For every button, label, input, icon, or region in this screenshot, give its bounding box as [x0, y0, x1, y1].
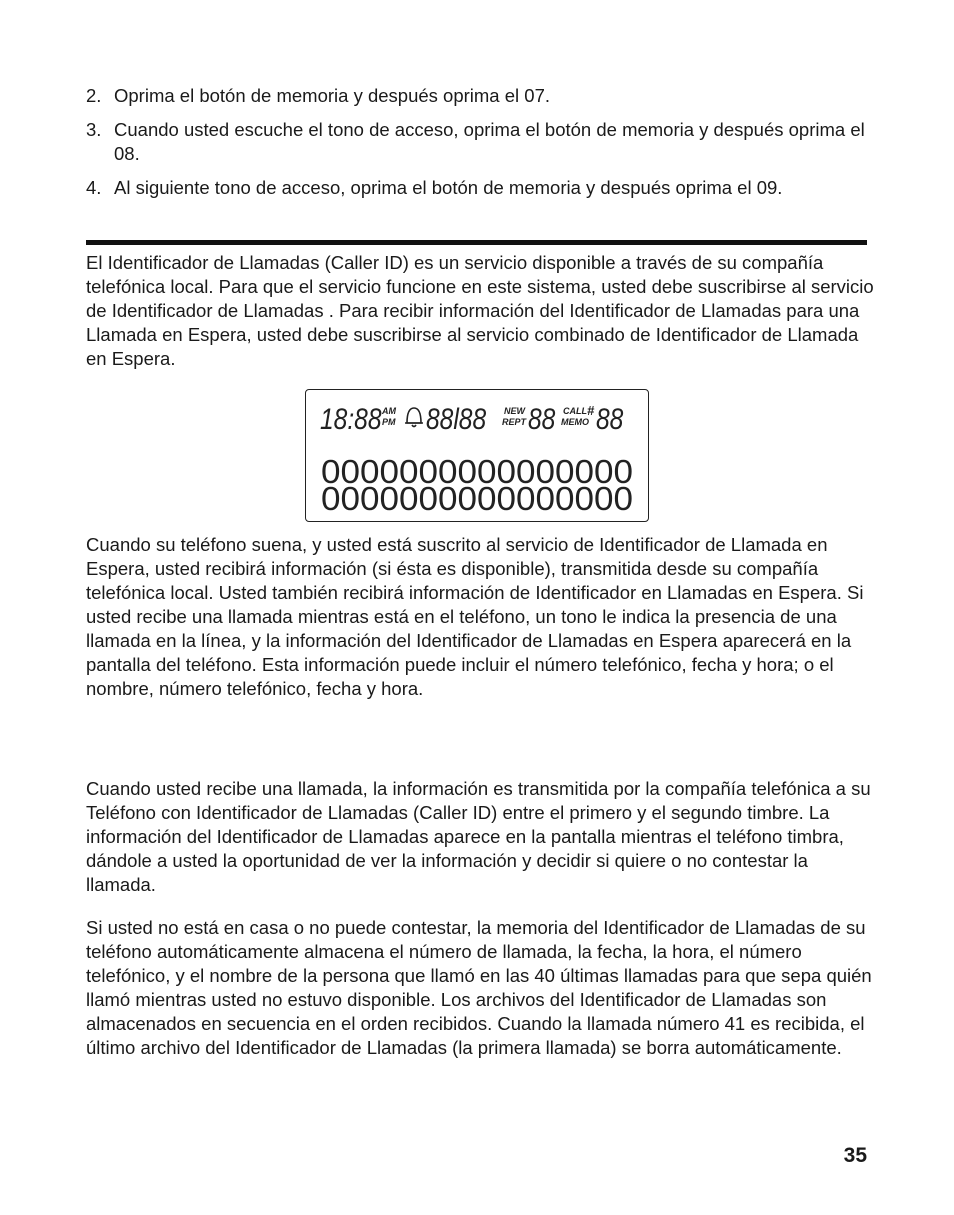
intro-paragraph: El Identificador de Llamadas (Caller ID) es un servicio disponible a través de su compañía telefónica local. Para que el servicio funcione en este sistema, usted debe suscribirse al servicio de Identificador de Llamadas . Para recibir información del Identificador de Llamadas para una Llamada en Espera, usted debe suscribirse al servicio combinado de Identificador de Llamada en Espera.	[86, 252, 874, 369]
receiving-call-paragraph: Cuando usted recibe una llamada, la información es transmitida por la compañía telefónica a su Teléfono con Identificador de Llamadas (Caller ID) entre el primero y el segundo timbre. La información del Identificador de Llamadas aparece en la pantalla mientras el teléfono timbra, dándole a usted la oportunidad de ver la información y decidir si quiere o no contestar la llamada.	[86, 778, 871, 895]
step-2	[86, 84, 876, 108]
lcd-row-2: 0000000000000000	[321, 480, 633, 517]
lcd-rept-label: REPT	[502, 417, 527, 427]
step-4	[86, 176, 876, 200]
lcd-date: 88l88	[426, 401, 487, 436]
step-3	[86, 118, 876, 166]
lcd-time: 18:88	[320, 401, 382, 436]
lcd-memo-count: 88	[596, 401, 624, 436]
step-text: Al siguiente tono de acceso, oprima el botón de memoria y después oprima el 09.	[114, 177, 783, 198]
call-waiting-paragraph: Cuando su teléfono suena, y usted está suscrito al servicio de Identificador de Llamada en Espera, usted recibirá información (si ésta es disponible), transmitida desde su compañía telefónica local. Usted también recibirá información de Identificador en Llamadas en Espera. Si usted recibe una llamada mientras está en el teléfono, un tono le indica la presencia de una llamada en la línea, y la información del Identificador de Llamadas en Espera aparecerá en la pantalla del teléfono. Esta información puede incluir el número telefónico, fecha y hora; o el nombre, número telefónico, fecha y hora.	[86, 534, 864, 699]
lcd-display-graphic	[306, 390, 648, 521]
step-text: Cuando usted escuche el tono de acceso, oprima el botón de memoria y después oprima el 08.	[114, 119, 865, 164]
lcd-hash: #	[587, 403, 595, 418]
bell-icon	[405, 408, 423, 427]
memory-paragraph: Si usted no está en casa o no puede contestar, la memoria del Identificador de Llamadas de su teléfono automáticamente almacena el número de llamada, la fecha, la hora, el número telefónico, y el nombre de la persona que llamó en las 40 últimas llamadas para que sepa quién llamó mientras usted no estuvo disponible. Los archivos del Identificador de Llamadas son almacenados en secuencia en el orden recibidos. Cuando la llamada número 41 es recibida, el último archivo del Identificador de Llamadas (la primera llamada) se borra automáticamente.	[86, 917, 872, 1058]
section-divider	[86, 240, 867, 245]
lcd-memo-label: MEMO	[561, 417, 589, 427]
lcd-call-label: CALL	[563, 406, 587, 416]
lcd-pm-label: PM	[382, 417, 396, 427]
step-text: Oprima el botón de memoria y después oprima el 07.	[114, 85, 550, 106]
steps-list	[86, 84, 876, 210]
step-number: 3.	[86, 119, 102, 140]
page-number: 35	[843, 1144, 867, 1167]
step-number: 2.	[86, 85, 102, 106]
lcd-am-label: AM	[382, 406, 396, 416]
lcd-count: 88	[528, 401, 556, 436]
lcd-row-1: 0000000000000000	[321, 453, 633, 490]
lcd-display-illustration	[305, 389, 649, 522]
step-number: 4.	[86, 177, 102, 198]
lcd-new-label: NEW	[504, 406, 525, 416]
